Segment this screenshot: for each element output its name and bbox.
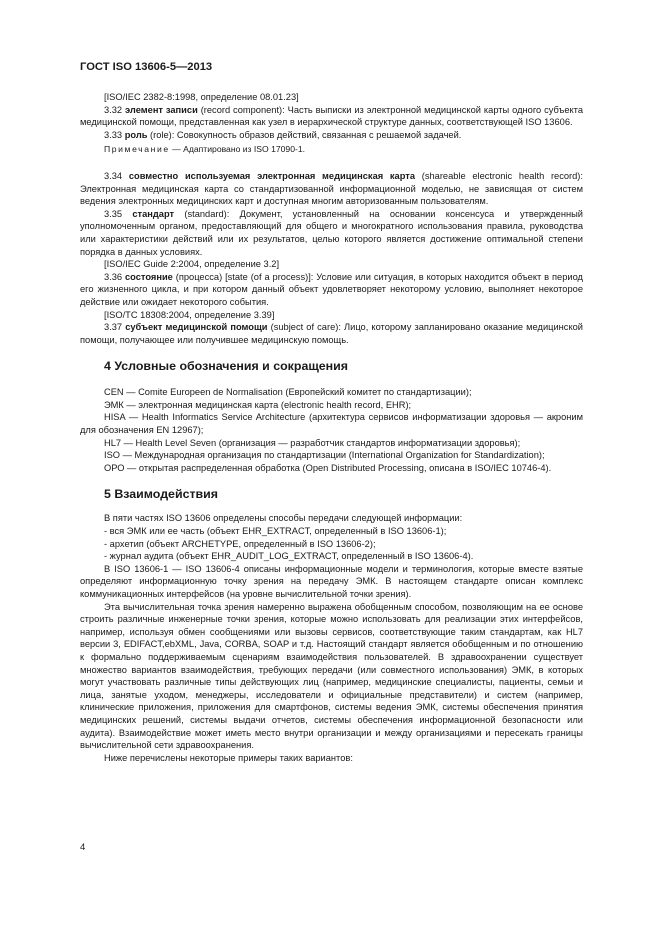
abbreviation-item: HL7 — Health Level Seven (организация — разработчик стандартов информатизации здоровья);: [104, 437, 521, 448]
reference-note: [ISO/IEC Guide 2:2004, определение 3.2]: [104, 259, 280, 270]
reference-note: [ISO/TC 18308:2004, определение 3.39]: [104, 309, 275, 320]
document-header: ГОСТ ISO 13606-5—2013: [80, 61, 213, 73]
term-definition: [80, 129, 583, 142]
paragraph: Ниже перечислены некоторые примеры таких вариантов:: [104, 752, 353, 763]
term-number: 3.35: [104, 208, 123, 219]
list-item: - вся ЭМК или ее часть (объект EHR_EXTRACT, определенный в ISO 13606-1);: [104, 526, 447, 537]
term-definition: [80, 170, 583, 208]
abbreviation-item: CEN — Comite Europeen de Normalisation (Европейский комитет по стандартизации);: [104, 387, 472, 398]
term-body: (subject of care): Лицо, которому запланировано оказание медицинской помощи, получающее или получившее медицинскую помощь.: [80, 322, 583, 345]
paragraph: В ISO 13606-1 — ISO 13606-4 описаны информационные модели и терминология, которые вместе взятые определяют информационную точку зрения на передачу ЭМК. В настоящем стандарте описан комплекс коммуникационных интерфейсов (на уровне вычислительной точки зрения).: [80, 563, 583, 599]
paragraph: Эта вычислительная точка зрения намеренно выражена обобщенным способом, позволяющим на ее основе строить различные инженерные точки зрения, которые можно использовать для реализации этих интерфейсов, например, используя обмен сообщениями или вызовы сервисов, соответствующие таким стандартам, как HL7 версии 3, EDIFACT,ebXML, Java, CORBA, SOAP и т.д. Настоящий стандарт является обобщенным и по отношению к формально поддерживаемым сценариям взаимодействия пользователей. В здравоохранении существует множество вариантов взаимодействия, требующих передачи (или совместного использования) ЭМК, в которых могут участвовать различные типы действующих лиц (например, медицинские специалисты, пациенты, семьи и лица, занятые уходом, менеджеры, исследователи и официальные представители) и систем (например, клинические приложения, приложения для смартфонов, системы ведения ЭМК, системы обеспечения принятия медицинских решений, системы выдачи отчетов, системы обеспечения информационной безопасности или аудита). Взаимодействие может иметь место внутри организации и между организациями и пересекать границы вычислительной сети здравоохранения.: [80, 601, 583, 751]
page-content: [80, 91, 583, 764]
paragraph: В пяти частях ISO 13606 определены способы передачи следующей информации:: [104, 513, 463, 524]
term-name: элемент записи: [125, 104, 198, 115]
term-body: (record component): Часть выписки из электронной медицинской карты одного субъекта медицинской помощи, представленная как узел в иерархической структуре данных, соответствующей ISO 13606.: [80, 104, 583, 128]
term-number: 3.36: [104, 271, 123, 282]
term-body: (role): Совокупность образов действий, связанная с решаемой задачей.: [147, 129, 462, 140]
term-name: стандарт: [132, 208, 175, 219]
term-name: роль: [124, 129, 148, 140]
term-definition: [80, 321, 583, 346]
list-item: - архетип (объект ARCHETYPE, определенный в ISO 13606-2);: [104, 538, 376, 549]
note-text: — Адаптировано из ISO 17090-1.: [169, 144, 306, 155]
term-name: состояние: [125, 271, 173, 282]
term-body: (процесса) [state (of a process)]: Условие или ситуация, в которых находится объект в период его жизненного цикла, и при котором данный объект удовлетворяет некоторому условию, выполняет некоторое действие или ожидает некоторого события.: [80, 271, 583, 307]
list-item: - журнал аудита (объект EHR_AUDIT_LOG_EXTRACT, определенный в ISO 13606-4).: [104, 551, 474, 562]
abbreviation-item: ОРО — открытая распределенная обработка (Open Distributed Processing, описана в ISO/IEC 10746-4).: [104, 462, 552, 473]
term-number: 3.32: [104, 104, 123, 115]
term-number: 3.33: [104, 129, 123, 140]
term-body: (standard): Документ, установленный на основании консенсуса и утвержденный уполномоченным органом, предоставляющий для общего и многократного использования правила, руководства или характеристики действий или их результатов, целью которого является достижение оптимальной степени порядка в данных условиях.: [80, 208, 583, 257]
section-title: 5 Взаимодействия: [104, 487, 218, 502]
term-definition: [80, 104, 583, 129]
term-definition: [80, 271, 583, 309]
abbreviation-item: HISA — Health Informatics Service Architecture (архитектура сервисов информатизации здоровья — акроним для обозначения EN 12967);: [80, 412, 583, 436]
note: [80, 143, 583, 156]
page-number: 4: [80, 842, 86, 853]
term-name: совместно используемая электронная медицинская карта: [128, 170, 416, 181]
term-number: 3.37: [104, 322, 123, 333]
term-name: субъект медицинской помощи: [125, 322, 268, 333]
term-number: 3.34: [104, 170, 123, 181]
reference-note: [ISO/IEC 2382-8:1998, определение 08.01.23]: [104, 92, 299, 102]
note-label: Примечание: [104, 144, 170, 155]
section-title: 4 Условные обозначения и сокращения: [104, 359, 349, 374]
term-body: (shareable electronic health record): Электронная медицинская карта со стандартизованной информационной моделью, не зависящая от систем ведения электронных медицинских карт и доступная многим авторизованным пользователям.: [80, 170, 583, 207]
term-definition: [80, 208, 583, 258]
abbreviation-item: ЭМК — электронная медицинская карта (electronic health record, EHR);: [104, 399, 412, 410]
abbreviation-item: ISO — Международная организация по стандартизации (International Organization for Standardization);: [104, 450, 545, 461]
